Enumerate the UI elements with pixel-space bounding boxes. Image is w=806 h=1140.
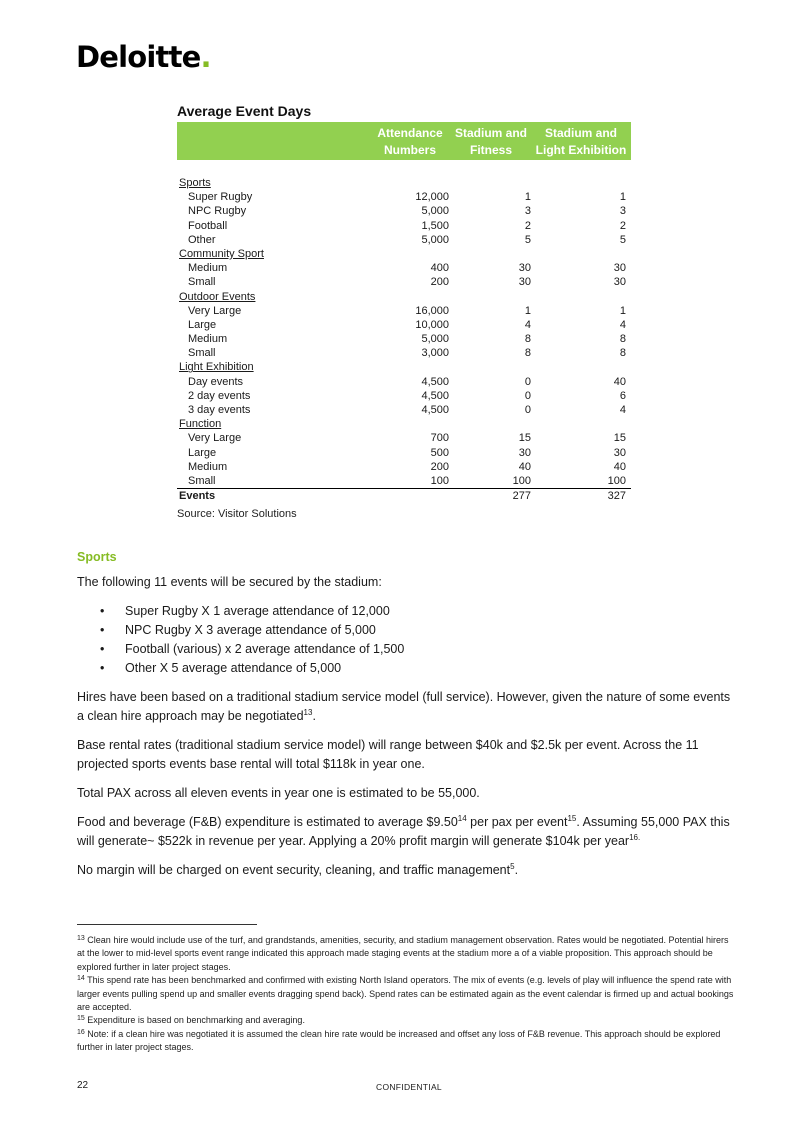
footnote-15 (77, 1014, 737, 1027)
footnote-ref-16[interactable]: 16. (629, 833, 641, 842)
stadium-fitness-cell: 4 (524, 318, 531, 331)
row-label: Day events (188, 375, 244, 388)
attendance-cell: 200 (430, 460, 449, 473)
stadium-light-exhibition-cell: 5 (619, 233, 626, 246)
category-row (177, 417, 631, 431)
table-row (177, 233, 631, 247)
row-label: Small (188, 276, 216, 289)
table-row (177, 389, 631, 403)
bullet-text: Football (various) x 2 average attendance of 1,500 (125, 642, 405, 656)
stadium-light-exhibition-cell: 40 (613, 375, 626, 388)
header-line: Numbers (383, 143, 436, 157)
stadium-light-exhibition-cell: 1 (619, 191, 626, 204)
logo-text: Deloitte (76, 40, 201, 74)
bullet-item (77, 640, 737, 659)
attendance-cell: 1,500 (421, 219, 449, 232)
table-row (177, 346, 631, 360)
category-label: Outdoor Events (179, 290, 256, 303)
footnote-ref-15[interactable]: 15 (567, 814, 577, 823)
stadium-fitness-cell: 8 (524, 333, 531, 346)
stadium-light-exhibition-cell: 1 (619, 304, 626, 317)
stadium-fitness-cell: 1 (524, 304, 531, 317)
paragraph-text: Hires have been based on a traditional stadium service model (full service). However, given the nature of some events a clean hire approach may be negotiated (77, 690, 731, 723)
intro-paragraph: The following 11 events will be secured by the stadium: (77, 575, 382, 589)
paragraph-text: Food and beverage (F&B) expenditure is estimated to average $9.50 (77, 815, 458, 829)
stadium-light-exhibition-cell: 2 (619, 219, 626, 232)
page-number: 22 (77, 1080, 89, 1091)
bullet-icon: • (100, 604, 105, 618)
row-label: Football (188, 219, 228, 232)
paragraph-text: per pax per event (466, 815, 568, 829)
attendance-cell: 4,500 (421, 375, 449, 388)
table-title: Average Event Days (177, 103, 312, 119)
attendance-cell: 5,000 (421, 233, 449, 246)
table-row (177, 332, 631, 346)
stadium-fitness-cell: 2 (524, 219, 531, 232)
table-row (177, 204, 631, 218)
table-row (177, 304, 631, 318)
attendance-cell: 500 (430, 446, 449, 459)
row-label: Large (188, 318, 217, 331)
attendance-cell: 12,000 (415, 191, 449, 204)
stadium-light-exhibition-cell: 8 (619, 333, 626, 346)
stadium-light-exhibition-cell: 30 (613, 446, 626, 459)
stadium-light-exhibition-cell: 3 (619, 205, 626, 218)
table-row (177, 460, 631, 474)
footnote-number: 14 (77, 975, 85, 983)
paragraph-fnb (77, 813, 737, 851)
stadium-fitness-cell: 0 (524, 389, 531, 402)
section-heading: Sports (77, 550, 117, 564)
stadium-fitness-cell: 0 (524, 404, 531, 416)
row-label: NPC Rugby (188, 205, 247, 218)
stadium-fitness-cell: 0 (524, 375, 531, 388)
attendance-cell: 5,000 (421, 333, 449, 346)
table-row (177, 431, 631, 445)
stadium-light-exhibition-cell: 30 (613, 262, 626, 275)
table-header (177, 122, 631, 160)
attendance-cell: 5,000 (421, 205, 449, 218)
bullet-text: Super Rugby X 1 average attendance of 12,000 (125, 604, 390, 618)
logo-dot: . (200, 40, 211, 74)
header-line: Stadium and (454, 126, 527, 140)
paragraph-total-pax: Total PAX across all eleven events in year one is estimated to be 55,000. (77, 786, 480, 800)
bullet-item (77, 602, 737, 621)
row-label: Events (179, 490, 216, 503)
paragraph-base-rental: Base rental rates (traditional stadium service model) will range between $40k and $2.5k per event. Across the 11 projected sports events base rental will total $118k in year one. (77, 738, 699, 771)
row-label: Medium (188, 333, 228, 346)
row-label: Medium (188, 262, 228, 275)
category-row (177, 247, 631, 261)
stadium-fitness-cell: 40 (518, 460, 531, 473)
stadium-light-exhibition-cell: 4 (619, 404, 626, 416)
footnote-number: 15 (77, 1015, 85, 1023)
footnote-number: 16 (77, 1028, 85, 1036)
events-bullet-list (77, 602, 737, 678)
stadium-light-exhibition-cell: 15 (613, 432, 626, 445)
total-row (177, 489, 631, 504)
footnote-text: This spend rate has been benchmarked and confirmed with existing North Island operators. The mix of events (e.g. levels of play will influence the spend rate with larger events pulling spend up and smaller events dragging spend back). Spend rates can be estimated again as the event calendar is firmed up and actual bookings are accepted. (77, 975, 734, 1013)
table-row (177, 318, 631, 332)
footnotes (77, 934, 737, 1055)
table-row (177, 261, 631, 275)
header-attendance-numbers (370, 125, 450, 159)
header-line: Fitness (469, 143, 512, 157)
table-row (177, 219, 631, 233)
attendance-cell: 16,000 (415, 304, 449, 317)
attendance-cell: 700 (430, 432, 449, 445)
footnote-14 (77, 974, 737, 1014)
attendance-cell: 4,500 (421, 404, 449, 416)
paragraph-text: . (312, 709, 316, 723)
row-label: Small (188, 474, 216, 487)
category-row (177, 290, 631, 304)
stadium-fitness-cell: 5 (524, 233, 531, 246)
row-label: Other (188, 233, 216, 246)
footnote-16 (77, 1028, 737, 1055)
stadium-fitness-cell: 100 (512, 474, 531, 487)
row-label: Small (188, 347, 216, 360)
row-label: 3 day events (188, 404, 251, 416)
row-label: Very Large (188, 304, 242, 317)
paragraph-hires (77, 688, 737, 726)
attendance-cell: 3,000 (421, 347, 449, 360)
table-row (177, 275, 631, 289)
table-source: Source: Visitor Solutions (177, 508, 297, 521)
category-row (177, 360, 631, 374)
attendance-cell: 200 (430, 276, 449, 289)
stadium-light-exhibition-cell: 30 (613, 276, 626, 289)
stadium-light-exhibition-cell: 327 (607, 490, 626, 503)
footnote-divider (77, 924, 257, 925)
row-label: Large (188, 446, 217, 459)
footnote-number: 13 (77, 935, 85, 942)
bullet-icon: • (100, 623, 105, 637)
category-row (177, 176, 631, 190)
row-label: Very Large (188, 432, 242, 445)
stadium-light-exhibition-cell: 6 (619, 389, 626, 402)
paragraph-text: . Assuming 55,000 PAX this will generate~ $522k in revenue per year. Applying a 20% profit margin will generate $104k per year (77, 815, 730, 848)
footnote-ref-5[interactable]: 5 (510, 862, 515, 871)
table-row (177, 190, 631, 204)
table-body (177, 176, 631, 504)
stadium-fitness-cell: 30 (518, 276, 531, 289)
header-stadium-fitness (451, 125, 531, 159)
category-label: Sports (179, 177, 211, 189)
header-line: Light Exhibition (535, 143, 627, 157)
category-label: Light Exhibition (179, 361, 254, 374)
category-label: Function (179, 418, 222, 431)
stadium-light-exhibition-cell: 4 (619, 318, 626, 331)
stadium-fitness-cell: 30 (518, 262, 531, 275)
table-row (177, 446, 631, 460)
stadium-fitness-cell: 15 (518, 432, 531, 445)
table-row (177, 474, 631, 489)
footnote-text: Note: if a clean hire was negotiated it is assumed the clean hire rate would be increased and offset any loss of F&B revenue. This approach should be explored further in later project stages. (77, 1028, 721, 1053)
stadium-fitness-cell: 8 (524, 347, 531, 360)
table-row (177, 403, 631, 417)
paragraph-text: No margin will be charged on event security, cleaning, and traffic management (77, 863, 511, 877)
attendance-cell: 4,500 (421, 389, 449, 402)
stadium-light-exhibition-cell: 100 (607, 474, 626, 487)
footnote-13 (77, 934, 737, 974)
stadium-fitness-cell: 30 (518, 446, 531, 459)
table-row (177, 375, 631, 389)
attendance-cell: 100 (430, 474, 449, 487)
stadium-fitness-cell: 277 (512, 490, 531, 503)
confidential-label: CONFIDENTIAL (376, 1082, 442, 1092)
footnote-ref-13[interactable]: 13 (303, 708, 313, 717)
bullet-text: NPC Rugby X 3 average attendance of 5,000 (125, 623, 376, 637)
stadium-light-exhibition-cell: 8 (619, 347, 626, 360)
stadium-fitness-cell: 3 (524, 205, 531, 218)
bullet-item (77, 621, 737, 640)
sports-section (77, 548, 737, 890)
paragraph-text: . (514, 863, 519, 877)
attendance-cell: 400 (430, 262, 449, 275)
bullet-icon: • (100, 642, 105, 656)
header-line: Attendance (377, 126, 443, 140)
bullet-icon: • (100, 661, 105, 675)
footnote-ref-14[interactable]: 14 (457, 814, 467, 823)
category-label: Community Sport (179, 247, 264, 260)
paragraph-margin (77, 861, 737, 880)
bullet-text: Other X 5 average attendance of 5,000 (125, 661, 342, 675)
attendance-cell: 10,000 (415, 318, 449, 331)
row-label: Medium (188, 460, 228, 473)
bullet-item (77, 659, 737, 678)
row-label: 2 day events (188, 389, 251, 402)
footnote-text: Expenditure is based on benchmarking and averaging. (84, 1015, 305, 1026)
average-event-days-table (177, 103, 631, 520)
header-stadium-light-exhibition (533, 125, 629, 159)
header-line: Stadium and (544, 126, 617, 140)
stadium-fitness-cell: 1 (524, 191, 531, 204)
footnote-text: Clean hire would include use of the turf, and grandstands, amenities, security, and stadium management observation. Rates would be negotiated. Potential hirers at the lower to mid-level sports event range indicated this approach made staging events at the stadium more a of a viable proposition. This approach should be explored further in later project stages. (77, 935, 729, 972)
deloitte-logo (76, 40, 211, 74)
stadium-light-exhibition-cell: 40 (613, 460, 626, 473)
row-label: Super Rugby (188, 191, 253, 204)
